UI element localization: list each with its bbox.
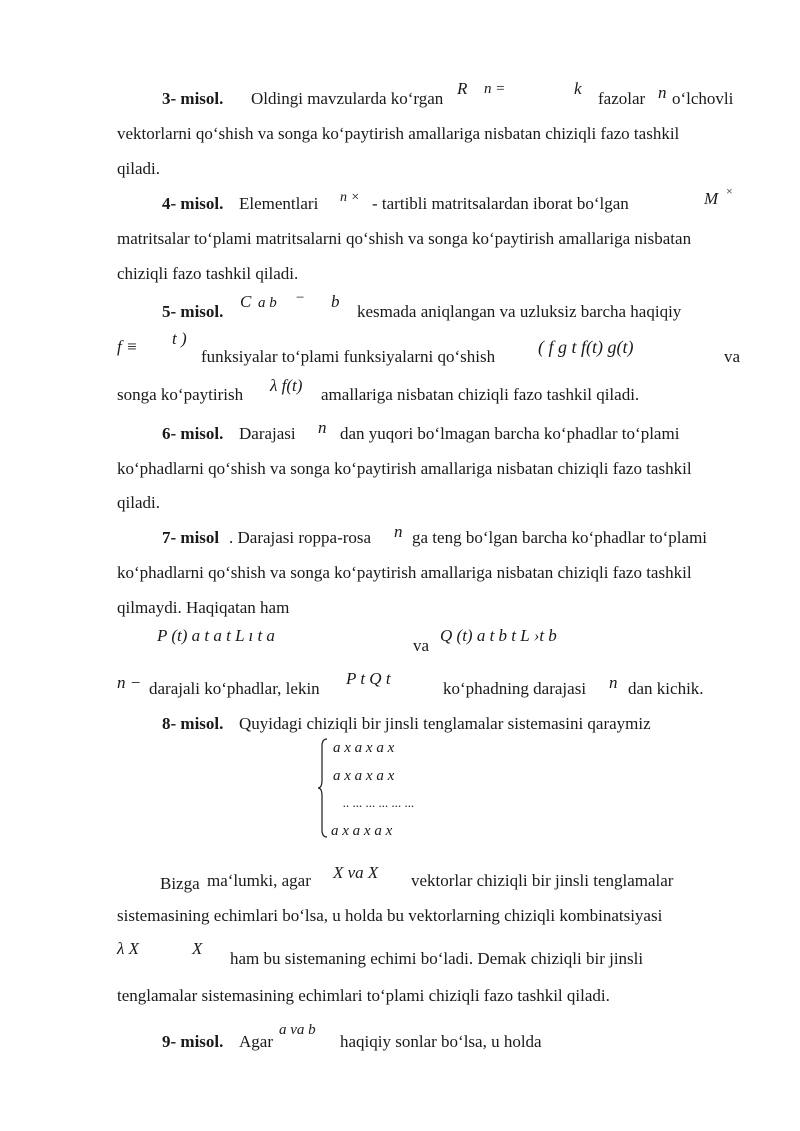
math-b: b — [331, 292, 340, 311]
system-row: a x a x a x — [333, 740, 395, 756]
example-6-text: dan yuqori bo‘lmagan barcha ko‘phadlar to‘plami — [340, 424, 680, 443]
example-8-text: Bizga — [160, 874, 200, 893]
system-row: a x a x a x — [333, 768, 395, 784]
math-n-eq: n = — [484, 81, 506, 97]
math-X: X — [192, 939, 203, 958]
math-R: R — [457, 79, 468, 98]
example-7-text: ko‘phadlarni qo‘shish va songa ko‘paytirish amallariga nisbatan chiziqli fazo tashkil — [117, 563, 692, 582]
system-row: a x a x a x — [331, 823, 393, 839]
math-sum-functions: ( f g t f(t) g(t) — [538, 337, 634, 357]
math-P-plus-Q: P t Q t — [346, 669, 391, 688]
example-7-va: va — [413, 636, 430, 655]
example-8-text: vektorlar chiziqli bir jinsli tenglamalar — [411, 871, 674, 890]
math-a-va-b: a va b — [279, 1022, 316, 1038]
example-5-text: va — [724, 347, 741, 366]
example-3-text: o‘lchovli — [672, 89, 734, 108]
example-3-text: vektorlarni qo‘shish va songa ko‘paytirish amallariga nisbatan chiziqli fazo tashkil — [117, 124, 680, 143]
example-8-text: ham bu sistemaning echimi bo‘ladi. Demak chiziqli bir jinsli — [230, 949, 644, 968]
system-row: .. ... ... ... ... ... — [343, 795, 415, 810]
example-6-text: Darajasi — [239, 424, 296, 443]
math-n-minus: n − — [117, 673, 142, 692]
example-8-text: sistemasining echimlari bo‘lsa, u holda bu vektorlarning chiziqli kombinatsiyasi — [117, 906, 663, 925]
math-X-va-X: X va X — [333, 863, 379, 882]
example-5-text: songa ko‘paytirish — [117, 385, 244, 404]
example-7-text: darajali ko‘phadlar, lekin — [149, 679, 320, 698]
example-6-text: ko‘phadlarni qo‘shish va songa ko‘paytirish amallariga nisbatan chiziqli fazo tashkil — [117, 459, 692, 478]
example-5-text: kesmada aniqlangan va uzluksiz barcha haqiqiy — [357, 302, 682, 321]
example-6-text: qiladi. — [117, 493, 160, 512]
math-P-polynomial: P (t) a t a t L ı t a — [157, 626, 275, 645]
math-f-equiv: f ≡ — [117, 337, 138, 356]
system-brace — [318, 738, 328, 838]
math-Q-polynomial: Q (t) a t b t L ›t b — [440, 626, 557, 645]
example-7-text: ko‘phadning darajasi — [443, 679, 587, 698]
example-3-text: qiladi. — [117, 159, 160, 178]
example-7-text: . Darajasi roppa-rosa — [229, 528, 372, 547]
example-6-label: 6- misol. — [162, 424, 224, 443]
math-C: C — [240, 292, 252, 311]
example-3-text: Oldingi mavzularda ko‘rgan — [251, 89, 444, 108]
math-k: k — [574, 79, 582, 98]
example-4-text: - tartibli matritsalardan iborat bo‘lgan — [372, 194, 629, 213]
example-8-text: tenglamalar sistemasining echimlari to‘plami chiziqli fazo tashkil qiladi. — [117, 986, 610, 1005]
example-9-label: 9- misol. — [162, 1032, 224, 1051]
example-7-text: ga teng bo‘lgan barcha ko‘phadlar to‘plami — [412, 528, 708, 547]
math-n: n — [394, 522, 403, 541]
math-a-b: a b — [258, 295, 277, 311]
example-3-text: fazolar — [598, 89, 646, 108]
math-minus: − — [295, 290, 306, 306]
math-n: n — [658, 83, 667, 102]
example-9-text: haqiqiy sonlar bo‘lsa, u holda — [340, 1032, 542, 1051]
math-lambda-X: λ X — [117, 939, 139, 958]
math-lambda-f: λ f(t) — [270, 376, 303, 395]
example-8-text: ma‘lumki, agar — [207, 871, 311, 890]
example-5-text: amallariga nisbatan chiziqli fazo tashkil qiladi. — [321, 385, 640, 404]
math-n: n — [318, 418, 327, 437]
example-3-label: 3- misol. — [162, 89, 224, 108]
math-times-sup: × — [726, 184, 733, 198]
example-4-label: 4- misol. — [162, 194, 224, 213]
example-8-text: Quyidagi chiziqli bir jinsli tenglamalar sistemasini qaraymiz — [239, 714, 651, 733]
example-9-text: Agar — [239, 1032, 273, 1051]
example-5-text: funksiyalar to‘plami funksiyalarni qo‘shish — [201, 347, 496, 366]
example-7-text: qilmaydi. Haqiqatan ham — [117, 598, 290, 617]
example-4-text: chiziqli fazo tashkil qiladi. — [117, 264, 299, 283]
math-n: n — [609, 673, 618, 692]
math-M: M — [704, 189, 719, 208]
example-4-text: Elementlari — [239, 194, 319, 213]
example-4-text: matritsalar to‘plami matritsalarni qo‘shish va songa ko‘paytirish amallariga nisbatan — [117, 229, 692, 248]
example-8-label: 8- misol. — [162, 714, 224, 733]
example-7-text: dan kichik. — [628, 679, 704, 698]
example-5-label: 5- misol. — [162, 302, 224, 321]
math-n-times: n × — [340, 190, 360, 205]
example-7-label: 7- misol — [162, 528, 220, 547]
math-t-paren: t ) — [172, 329, 187, 348]
